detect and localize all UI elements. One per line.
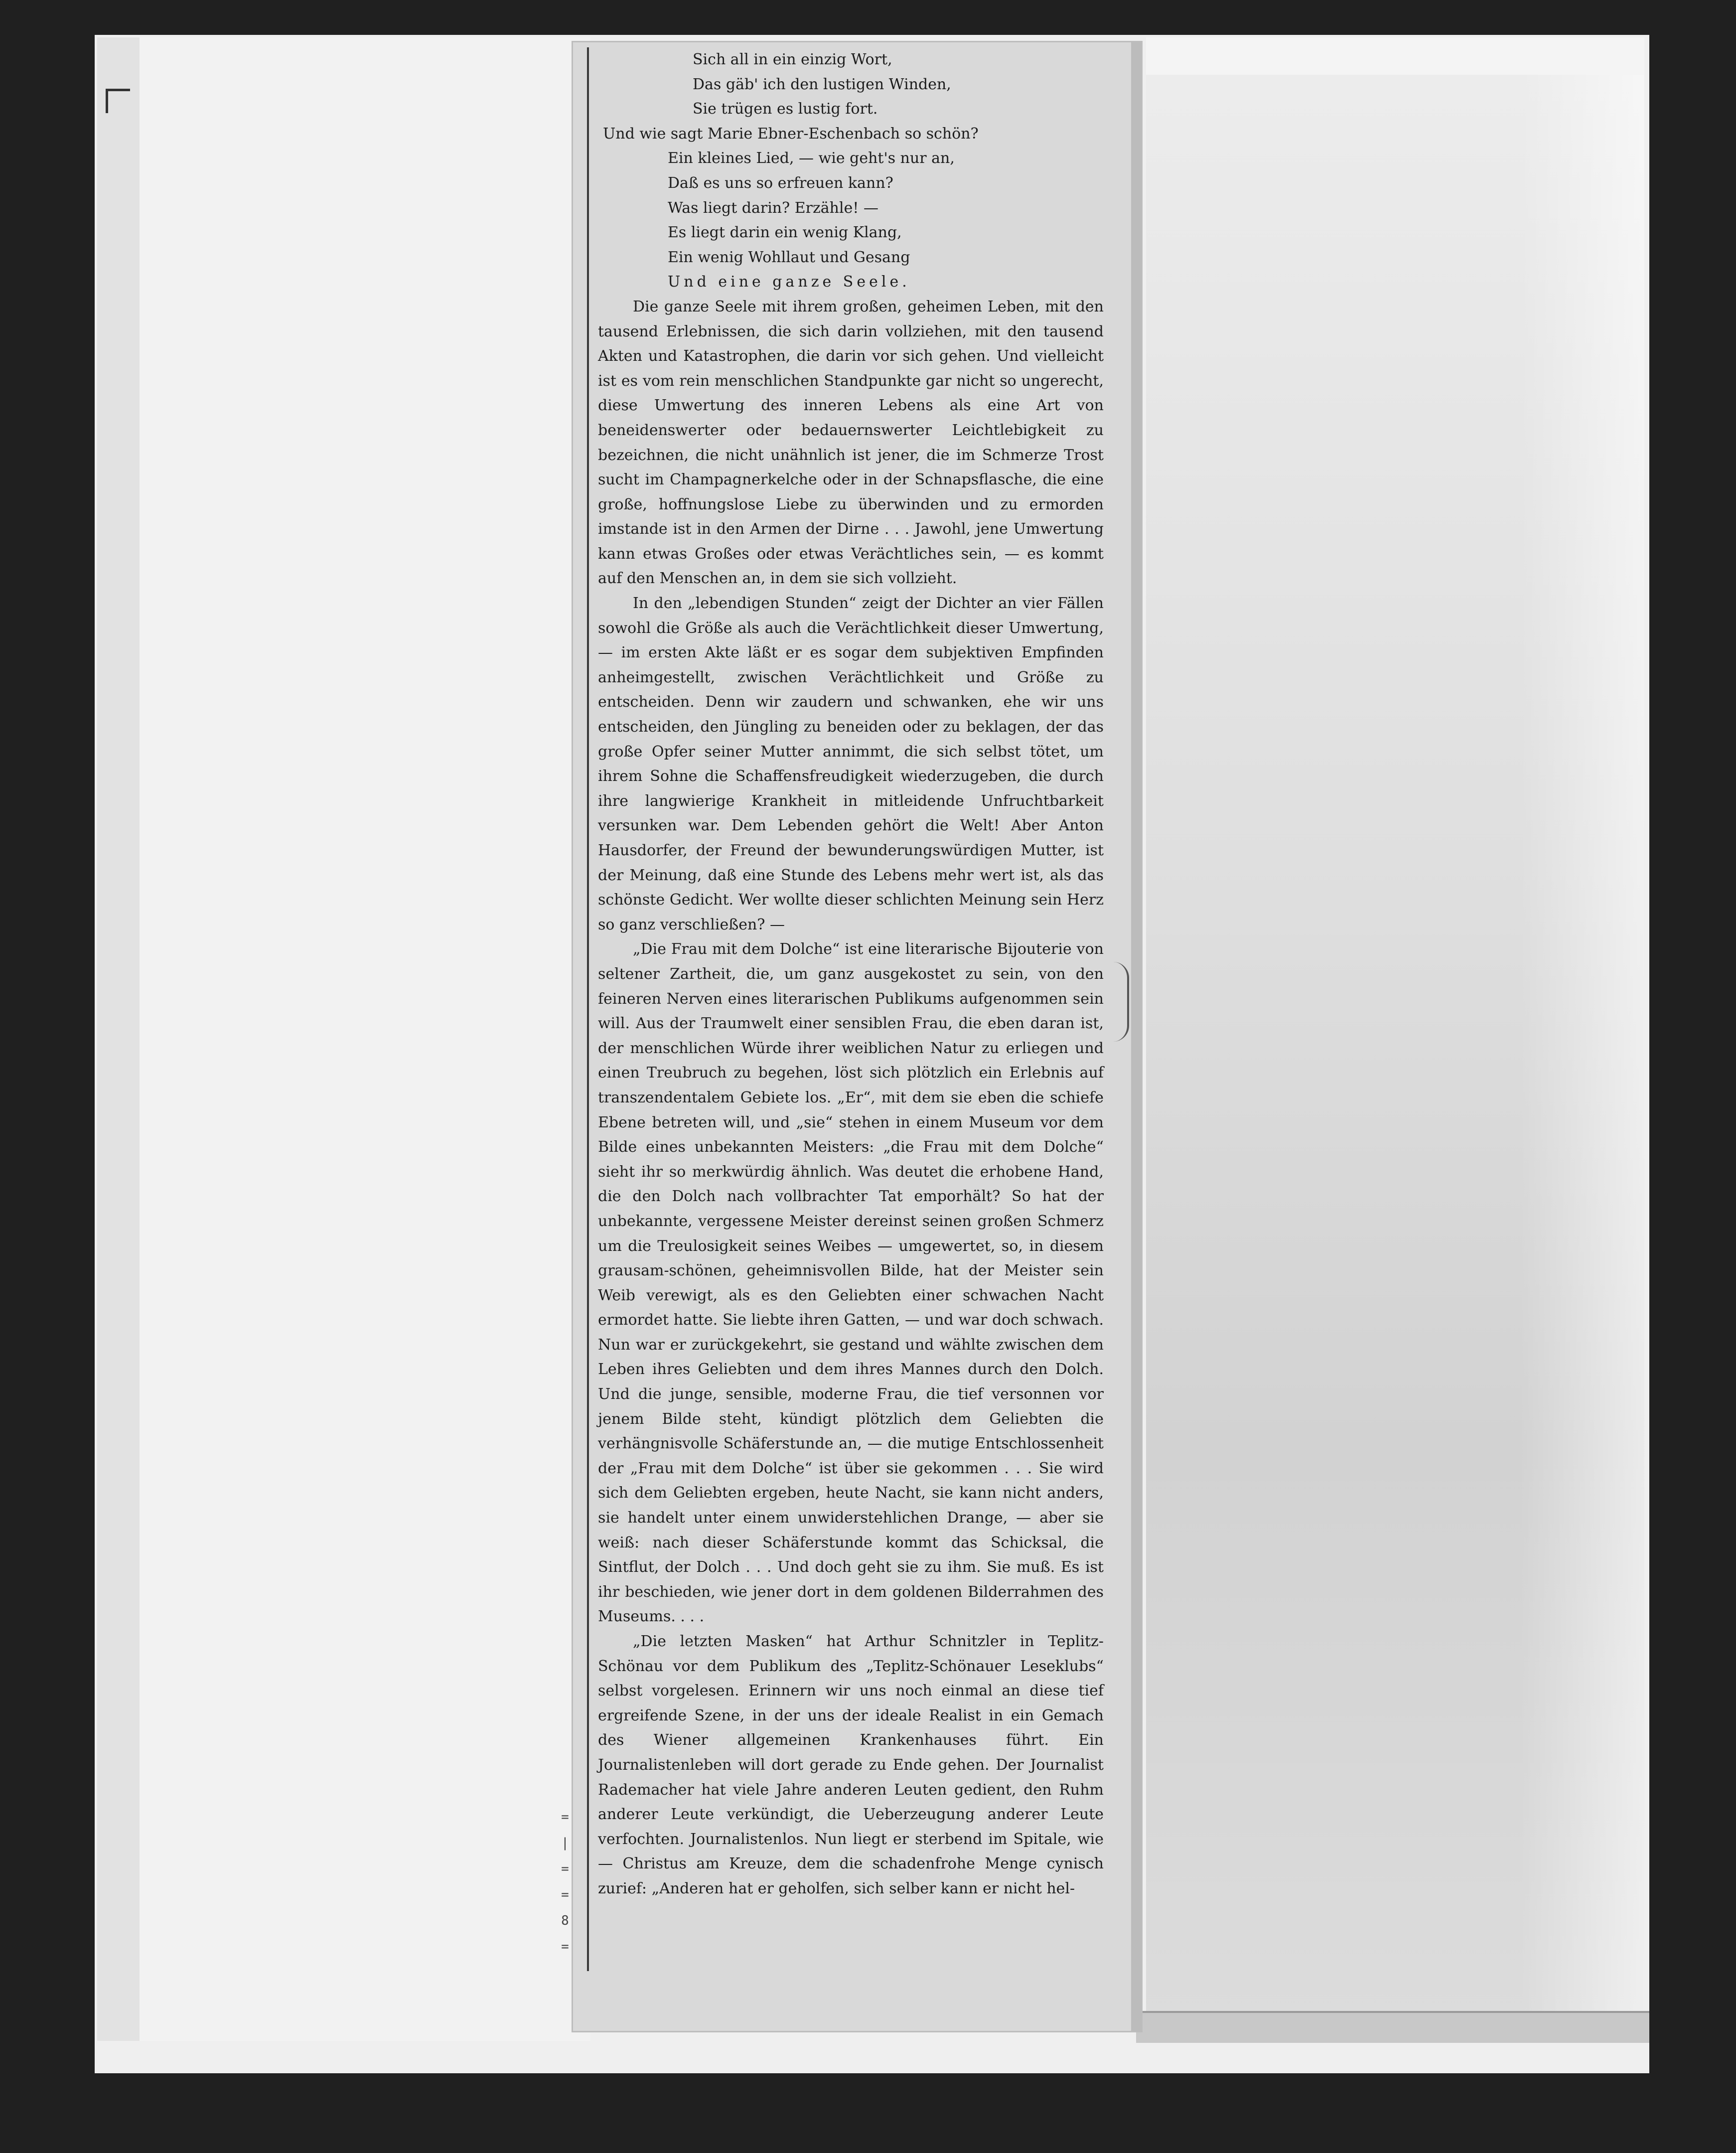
margin-mark: 8 — [561, 1913, 569, 1928]
verse-line: Ein kleines Lied, — wie geht's nur an, — [668, 150, 955, 167]
margin-mark: = — [561, 1939, 569, 1954]
verse-line: Sich all in ein einzig Wort, — [693, 51, 892, 68]
question-line: Und wie sagt Marie Ebner-Eschenbach so schön? — [603, 125, 979, 143]
margin-mark: = — [561, 1861, 569, 1876]
margin-marks — [558, 1804, 572, 2013]
paragraph: „Die Frau mit dem Dolche“ ist eine literarische Bijouterie von seltener Zartheit, die, um ganz ausgekostet zu sein, von den feineren Nerven eines literarischen Publikums aufgenommen sein will. Aus der Traumwelt einer sensiblen Frau, die eben daran ist, der menschlichen Würde ihrer weiblichen Natur zu erliegen und einen Treubruch zu begehen, löst sich plötzlich ein Erlebnis auf transzendentalem Gebiete los. „Er“, mit dem sie eben die schiefe Ebene betreten will, und „sie“ stehen in einem Museum vor dem Bilde eines unbekannten Meisters: „die Frau mit dem Dolche“ sieht ihr so merkwürdig ähnlich. Was deutet die erhobene Hand, die den Dolch nach vollbrachter Tat emporhält? So hat der unbekannte, vergessene Meister dereinst seinen großen Schmerz um die Treulosigkeit seines Weibes — umgewertet, so, in diesem grausam-schönen, geheimnisvollen Bilde, hat der Meister sein Weib verewigt, als es den Geliebten einer schwachen Nacht ermordet hatte. Sie liebte ihren Gatten, — und war doch schwach. Nun war er zurückgekehrt, sie gestand und wählte zwischen dem Leben ihres Geliebten und dem ihres Mannes durch den Dolch. Und die junge, sensible, moderne Frau, die tief versonnen vor jenem Bilde steht, kündigt plötzlich dem Geliebten die verhängnisvolle Schäferstunde an, — die mutige Entschlossenheit der „Frau mit dem Dolche“ ist über sie gekommen . . . Sie wird sich dem Geliebten ergeben, heute Nacht, sie kann nicht anders, sie handelt unter einem unwiderstehlichen Drange, — aber sie weiß: nach dieser Schäferstunde kommt das Schicksal, die Sintflut, der Dolch . . . Und doch geht sie zu ihm. Sie muß. Es ist ihr beschieden, wie jener dort in dem goldenen Bilderrahmen des Museums. . . . — [598, 940, 1104, 1626]
bottom-edge-strip — [1136, 2011, 1649, 2043]
paragraph: Die ganze Seele mit ihrem großen, geheimen Leben, mit den tausend Erlebnissen, die sich darin vollziehen, mit den tausend Akten und Katastrophen, die darin vor sich gehen. Und vielleicht ist es vom rein menschlichen Standpunkte gar nicht so ungerecht, diese Umwertung des inneren Lebens als eine Art von beneidenswerter oder bedauernswerter Leichtlebigkeit zu bezeichnen, die nicht unähnlich ist jener, die im Schmerze Trost sucht im Champagnerkelche oder in der Schnapsflasche, die eine große, hoffnungslose Liebe zu überwinden und zu ermorden imstande ist in den Armen der Dirne . . . Jawohl, jene Umwertung kann etwas Großes oder etwas Verächtliches sein, — es kommt auf den Menschen an, in dem sie sich vollzieht. — [598, 298, 1104, 588]
verse-line: Es liegt darin ein wenig Klang, — [668, 224, 902, 242]
verse-line: Das gäb' ich den lustigen Winden, — [693, 75, 951, 93]
margin-mark: = — [561, 1887, 569, 1902]
verse-line: Sie trügen es lustig fort. — [693, 100, 878, 118]
verse-line: Ein wenig Wohllaut und Gesang — [668, 248, 910, 266]
column-rule — [587, 47, 589, 1971]
paragraph: „Die letzten Masken“ hat Arthur Schnitzler in Teplitz-Schönau vor dem Publikum des „Teplitz-Schönauer Leseklubs“ selbst vorgelesen. Erinnern wir uns noch einmal an diese tief ergreifende Szene, in der uns der ideale Realist in ein Gemach des Wiener allgemeinen Krankenhauses führt. Ein Journalistenleben will dort gerade zu Ende gehen. Der Journalist Rademacher hat viele Jahre anderen Leuten gedient, den Ruhm anderer Leute verkündigt, die Ueberzeugung anderer Leute verfochten. Journalistenlos. Nun liegt er sterbend im Spitale, wie — Christus am Kreuze, dem die schadenfrohe Menge cynisch zurief: „Anderen hat er geholfen, sich selber kann er nicht hel- — [598, 1633, 1104, 1897]
clipping-right-edge — [1131, 42, 1141, 2031]
right-top-strip — [1146, 37, 1644, 77]
margin-mark: | — [561, 1836, 569, 1850]
left-blank-panel — [97, 37, 590, 2041]
left-edge-strip — [97, 37, 140, 2041]
verse-last-line: Und eine ganze Seele. — [668, 273, 910, 291]
bracket-mark — [1113, 962, 1129, 1042]
right-panel-shade — [1520, 75, 1644, 2036]
paragraph: In den „lebendigen Stunden“ zeigt der Dichter an vier Fällen sowohl die Größe als auch die Verächtlichkeit dieser Umwertung, — im ersten Akte läßt er es sogar dem subjektiven Empfinden anheimgestellt, zwischen Verächtlichkeit und Größe zu entscheiden. Denn wir zaudern und schwanken, ehe wir uns entscheiden, den Jüngling zu beneiden oder zu beklagen, der das große Opfer seiner Mutter annimmt, die sich selbst tötet, um ihrem Sohne die Schaffensfreudigkeit wiederzugeben, die durch ihre langwierige Krankheit in mitleidende Unfruchtbarkeit versunken war. Dem Lebenden gehört die Welt! Aber Anton Hausdorfer, der Freund der bewunderungswürdigen Mutter, ist der Meinung, daß eine Stunde des Lebens mehr wert ist, als das schönste Gedicht. Wer wollte dieser schlichten Meinung sein Herz so ganz verschließen? — — [598, 595, 1104, 933]
corner-crop-mark — [106, 89, 130, 113]
verse-line: Daß es uns so erfreuen kann? — [668, 174, 893, 192]
margin-mark: = — [561, 1810, 569, 1825]
article-column — [598, 47, 1104, 1901]
verse-line: Was liegt darin? Erzähle! — — [668, 199, 878, 217]
